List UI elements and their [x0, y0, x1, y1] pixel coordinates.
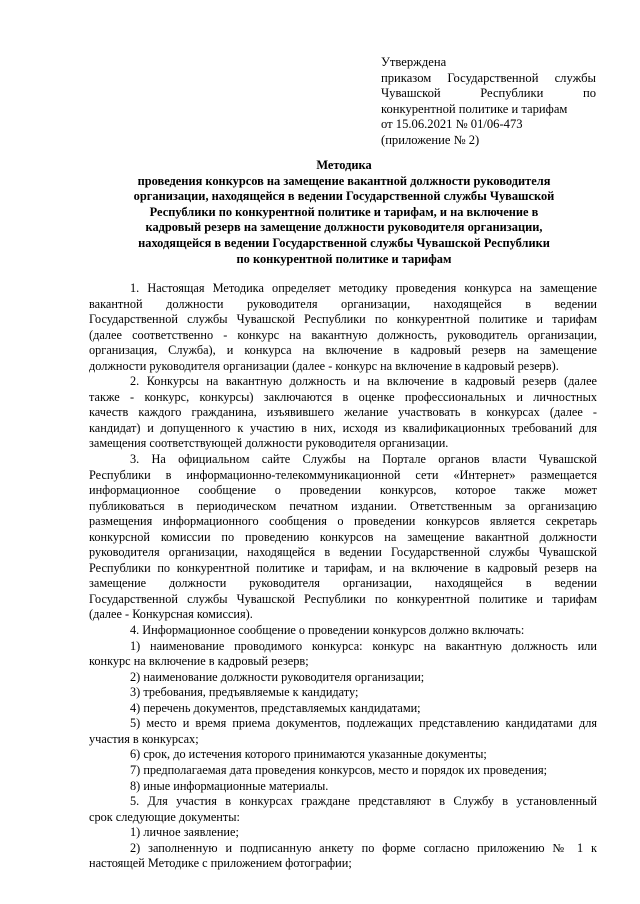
text-line: 2. Конкурсы на вакантную должность и на включение в кадровый резерв (далее	[130, 374, 597, 389]
text-line: 4. Информационное сообщение о проведении конкурсов должно включать:	[130, 623, 525, 638]
text-line: публиковаться в периодическом печатном издании. Ответственным за организацию	[89, 498, 597, 513]
paragraph-2	[89, 374, 597, 452]
document-title	[100, 158, 588, 267]
text-line: 5. Для участия в конкурсах граждане представляют в Службу в установленный	[130, 794, 597, 809]
title-line: Республики по конкурентной политике и тарифам, и на включение в	[149, 204, 539, 219]
text-line: 1. Настоящая Методика определяет методику проведения конкурса на замещение	[130, 281, 597, 295]
text-line: конкурсной комиссии по проведению конкурсов на замещение вакантной должности	[89, 529, 597, 544]
text-line: должности руководителя организации (далее - конкурс на включение в кадровый резерв).	[89, 358, 559, 373]
list-item	[89, 685, 597, 701]
list-item	[89, 716, 597, 747]
text-line: Республики по конкурентной политике и тарифам, и на включение в кадровый резерв на	[89, 560, 597, 575]
text-line: 3) требования, предъявляемые к кандидату;	[130, 685, 359, 700]
text-line: конкурс на включение в кадровый резерв;	[89, 654, 309, 669]
approval-line: (приложение № 2)	[381, 132, 480, 147]
list-item	[89, 639, 597, 670]
text-line: вакантной должности руководителя организации, находящейся в ведении	[89, 296, 597, 311]
text-line: 2) наименование должности руководителя организации;	[130, 669, 425, 684]
text-line: замещение должности руководителя организации, находящейся в ведении	[89, 576, 597, 591]
list-item	[89, 763, 597, 779]
text-line: организация, Служба), и конкурса на включение в кадровый резерв на замещение	[89, 343, 597, 358]
list-item	[89, 841, 597, 872]
approval-stamp	[381, 55, 596, 148]
text-line: Государственной службы Чувашской Республики по конкурентной политике и тарифам	[89, 591, 597, 606]
text-line: замещения соответствующей должности руководителя организации.	[89, 436, 449, 451]
title-line: организации, находящейся в ведении Государственной службы Чувашской	[133, 189, 555, 204]
text-line: 5) место и время приема документов, подлежащих представлению кандидатами для	[130, 716, 597, 731]
list-item	[89, 747, 597, 763]
paragraph-5	[89, 794, 597, 825]
approval-line: конкурентной политике и тарифам	[381, 101, 568, 116]
text-line: Республики в информационно-телекоммуникационной сети «Интернет» размещается	[89, 467, 597, 482]
text-line: кандидат) и допущенного к участию в них, исходя из квалификационных требований для	[89, 420, 597, 435]
paragraph-4	[89, 623, 597, 639]
text-line: Государственной службы Чувашской Республики по конкурентной политике и тарифам	[89, 312, 597, 327]
list-item	[89, 701, 597, 717]
text-line: информационное сообщение о проведении конкурсов, которое также может	[89, 483, 597, 498]
list-item	[89, 825, 597, 841]
text-line: качеств каждого гражданина, изъявившего желание участвовать в конкурсах (далее -	[89, 405, 597, 420]
approval-line: от 15.06.2021 № 01/06-473	[381, 117, 523, 131]
text-line: 3. На официальном сайте Службы на Портале органов власти Чувашской	[130, 452, 597, 467]
approval-line: Чувашской Республики по	[381, 86, 596, 100]
text-line: также - конкурс, конкурсы) заключаются в оценке профессиональных и личностных	[89, 389, 597, 404]
title-line: Методика	[316, 158, 372, 172]
text-line: (далее соответственно - конкурс на вакантную должность, руководитель организации,	[89, 327, 597, 342]
text-line: 8) иные информационные материалы.	[130, 778, 329, 793]
text-line: 1) наименование проводимого конкурса: конкурс на вакантную должность или	[130, 638, 597, 653]
text-line: руководителя организации, находящейся в ведении Государственной службы Чувашской	[89, 545, 597, 560]
text-line: 4) перечень документов, представляемых кандидатами;	[130, 700, 421, 715]
text-line: 1) личное заявление;	[130, 825, 239, 840]
title-line: находящейся в ведении Государственной службы Чувашской Республики	[138, 235, 550, 250]
text-line: размещения информационного сообщения о проведении конкурсов является секретарь	[89, 514, 597, 529]
paragraph-1	[89, 281, 597, 374]
text-line: участия в конкурсах;	[89, 731, 199, 746]
paragraph-3	[89, 452, 597, 623]
approval-line: приказом Государственной службы	[381, 70, 596, 85]
text-line: 6) срок, до истечения которого принимаются указанные документы;	[130, 747, 487, 762]
list-item	[89, 779, 597, 795]
approval-line: Утверждена	[381, 55, 447, 69]
document-body	[89, 281, 597, 872]
list-item	[89, 670, 597, 686]
text-line: 7) предполагаемая дата проведения конкурсов, место и порядок их проведения;	[130, 762, 548, 777]
text-line: срок следующие документы:	[89, 809, 240, 824]
text-line: 2) заполненную и подписанную анкету по форме согласно приложению № 1 к	[130, 840, 597, 855]
title-line: по конкурентной политике и тарифам	[236, 251, 452, 266]
title-line: проведения конкурсов на замещение вакантной должности руководителя	[137, 173, 551, 188]
text-line: (далее - Конкурсная комиссия).	[89, 607, 253, 622]
title-line: кадровый резерв на замещение должности руководителя организации,	[145, 220, 543, 235]
text-line: настоящей Методике с приложением фотографии;	[89, 856, 352, 871]
